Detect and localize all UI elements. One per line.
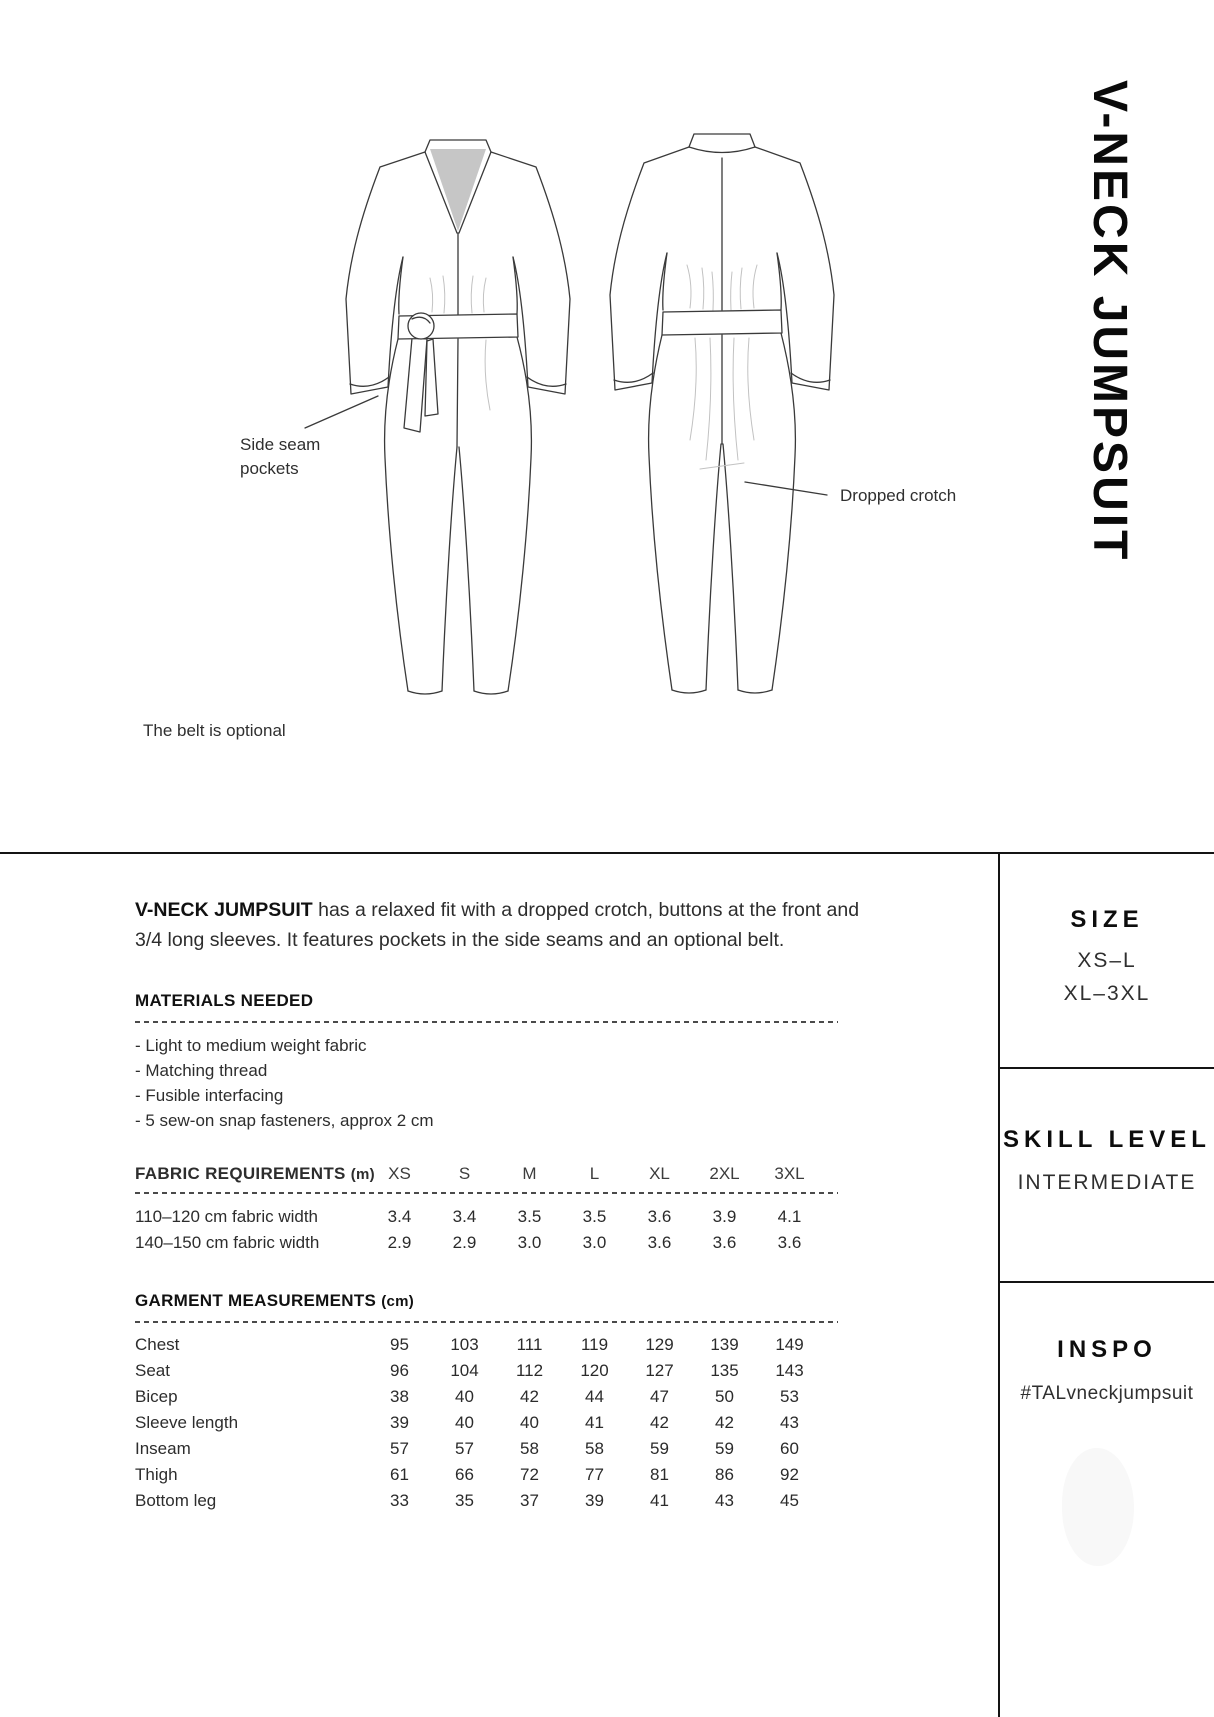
measurement-row-value: 129: [645, 1335, 674, 1354]
label-side-seam-pockets: Side seam pockets: [240, 435, 321, 478]
measurement-row-value: 135: [710, 1361, 739, 1380]
dashed-rule: [135, 1192, 838, 1194]
measurement-row-value: 37: [520, 1491, 539, 1510]
measurement-row-value: 95: [390, 1335, 409, 1354]
belt-tie: [404, 338, 427, 432]
measurement-row-value: 39: [390, 1413, 409, 1432]
fabric-row-label: 140–150 cm fabric width: [135, 1233, 320, 1252]
description-lead: V-NECK JUMPSUIT: [135, 899, 313, 921]
page-title-vertical: V-NECK JUMPSUIT: [1083, 80, 1136, 563]
materials-item: - Light to medium weight fabric: [135, 1036, 367, 1055]
sidebar-section-divider-1: [1000, 1067, 1214, 1069]
fabric-row-value: 3.9: [712, 1207, 737, 1226]
measurement-row-value: 72: [520, 1465, 539, 1484]
measurement-row-value: 60: [780, 1439, 799, 1458]
measurement-row-value: 96: [390, 1361, 409, 1380]
measurement-row-value: 139: [710, 1335, 739, 1354]
size-column-header: S: [458, 1164, 471, 1183]
measurement-row-value: 33: [390, 1491, 409, 1510]
measurement-row-value: 42: [650, 1413, 669, 1432]
fabric-requirements-table: [135, 1204, 822, 1256]
materials-item: - Matching thread: [135, 1061, 268, 1080]
dashed-rule: [135, 1021, 838, 1023]
leader-line-dropped-crotch: [745, 482, 827, 495]
measurement-row-label: Bottom leg: [135, 1491, 217, 1510]
measurement-row-label: Chest: [135, 1335, 180, 1354]
measurement-row-value: 43: [780, 1413, 799, 1432]
measurement-row-value: 38: [390, 1387, 409, 1406]
fabric-row-value: 4.1: [777, 1207, 802, 1226]
measurement-row-value: 92: [780, 1465, 799, 1484]
materials-list: [135, 1033, 434, 1133]
sidebar-size-heading: SIZE: [1070, 906, 1144, 933]
measurement-row-value: 66: [455, 1465, 474, 1484]
measurement-row-value: 40: [455, 1413, 474, 1432]
fabric-row-value: 2.9: [452, 1233, 477, 1252]
description-line-2: 3/4 long sleeves. It features pockets in the side seams and an optional belt.: [135, 929, 785, 951]
fabric-row-label: 110–120 cm fabric width: [135, 1207, 319, 1226]
materials-item: - 5 sew-on snap fasteners, approx 2 cm: [135, 1111, 434, 1130]
measurement-row-value: 112: [515, 1361, 544, 1380]
garment-measurements-table: [135, 1332, 822, 1514]
measurement-row-value: 120: [580, 1361, 609, 1380]
back-belt-band: [662, 310, 782, 335]
measurement-row-value: 42: [520, 1387, 539, 1406]
measurement-row-value: 86: [715, 1465, 734, 1484]
measurement-row-value: 58: [585, 1439, 604, 1458]
measurement-row-value: 149: [775, 1335, 804, 1354]
measurement-row-value: 53: [780, 1387, 799, 1406]
measurement-row-value: 44: [585, 1387, 604, 1406]
size-column-header: 2XL: [709, 1164, 740, 1183]
measurement-row-value: 61: [390, 1465, 409, 1484]
measurement-row-value: 35: [455, 1491, 474, 1510]
size-column-header: XL: [649, 1164, 670, 1183]
fabric-row-value: 3.6: [647, 1207, 672, 1226]
measurement-row-value: 45: [780, 1491, 799, 1510]
measurement-row-value: 119: [580, 1335, 609, 1354]
belt-tie-back: [425, 339, 438, 416]
measurement-row-value: 47: [650, 1387, 669, 1406]
materials-heading: MATERIALS NEEDED: [135, 991, 314, 1010]
measurement-row-value: 111: [516, 1335, 543, 1354]
fabric-row-value: 3.6: [777, 1233, 802, 1252]
vneck-inside-shade: [430, 149, 486, 231]
label-belt-optional: The belt is optional: [143, 721, 286, 740]
measurement-row-label: Inseam: [135, 1439, 191, 1458]
fabric-row-value: 3.6: [647, 1233, 672, 1252]
size-range-line: XS–L: [1077, 949, 1137, 972]
fabric-requirements-heading: FABRIC REQUIREMENTS (m): [135, 1164, 375, 1183]
measurement-row-value: 81: [650, 1465, 669, 1484]
measurement-row-value: 41: [585, 1413, 604, 1432]
measurement-row-value: 103: [450, 1335, 479, 1354]
size-column-header: XS: [388, 1164, 411, 1183]
garment-measurements-heading: GARMENT MEASUREMENTS (cm): [135, 1291, 415, 1310]
measurement-row-value: 59: [715, 1439, 734, 1458]
sidebar-inspo-hashtag: #TALvneckjumpsuit: [1020, 1383, 1194, 1404]
measurement-row-label: Bicep: [135, 1387, 178, 1406]
measurement-row-value: 40: [520, 1413, 539, 1432]
sidebar-skill-heading: SKILL LEVEL: [1003, 1126, 1211, 1153]
garment-description: [135, 895, 915, 955]
materials-item: - Fusible interfacing: [135, 1086, 284, 1105]
measurement-row-value: 104: [450, 1361, 479, 1380]
measurement-row-value: 57: [455, 1439, 474, 1458]
measurement-row-value: 50: [715, 1387, 734, 1406]
sidebar-inspo-heading: INSPO: [1057, 1336, 1157, 1363]
measurement-row-value: 127: [645, 1361, 674, 1380]
faint-watermark-shape: [1062, 1448, 1134, 1566]
sidebar-section-divider-2: [1000, 1281, 1214, 1283]
back-view-drawing: [610, 134, 834, 693]
sidebar-size-ranges: [1000, 944, 1214, 1010]
fabric-row-value: 3.5: [517, 1207, 542, 1226]
measurement-row-value: 143: [775, 1361, 804, 1380]
measurement-row-value: 41: [650, 1491, 669, 1510]
size-range-line: XL–3XL: [1063, 982, 1151, 1005]
fabric-requirements-header-row: [135, 1161, 822, 1188]
fabric-row-value: 2.9: [387, 1233, 412, 1252]
sidebar-skill-level: INTERMEDIATE: [1017, 1171, 1197, 1194]
description-line-1: V-NECK JUMPSUIT has a relaxed fit with a dropped crotch, buttons at the front and: [135, 899, 860, 921]
measurement-row-value: 59: [650, 1439, 669, 1458]
fabric-row-value: 3.4: [387, 1207, 412, 1226]
front-view-drawing: [346, 140, 570, 694]
fabric-row-value: 3.0: [582, 1233, 607, 1252]
measurement-row-value: 77: [585, 1465, 604, 1484]
fabric-row-value: 3.5: [582, 1207, 607, 1226]
measurement-row-label: Seat: [135, 1361, 170, 1380]
size-column-header: L: [589, 1164, 600, 1183]
measurement-row-value: 58: [520, 1439, 539, 1458]
measurement-row-label: Sleeve length: [135, 1413, 239, 1432]
fabric-row-value: 3.6: [712, 1233, 737, 1252]
measurement-row-label: Thigh: [135, 1465, 178, 1484]
measurement-row-value: 39: [585, 1491, 604, 1510]
label-dropped-crotch: Dropped crotch: [840, 486, 957, 505]
measurement-row-value: 42: [715, 1413, 734, 1432]
dashed-rule: [135, 1321, 838, 1323]
fabric-row-value: 3.4: [452, 1207, 477, 1226]
measurement-row-value: 40: [455, 1387, 474, 1406]
measurement-row-value: 43: [715, 1491, 734, 1510]
measurement-row-value: 57: [390, 1439, 409, 1458]
size-column-header: M: [522, 1164, 537, 1183]
leader-line-side-seam-pockets: [305, 396, 378, 428]
fabric-row-value: 3.0: [517, 1233, 542, 1252]
horizontal-divider: [0, 852, 1214, 854]
size-column-header: 3XL: [774, 1164, 805, 1183]
